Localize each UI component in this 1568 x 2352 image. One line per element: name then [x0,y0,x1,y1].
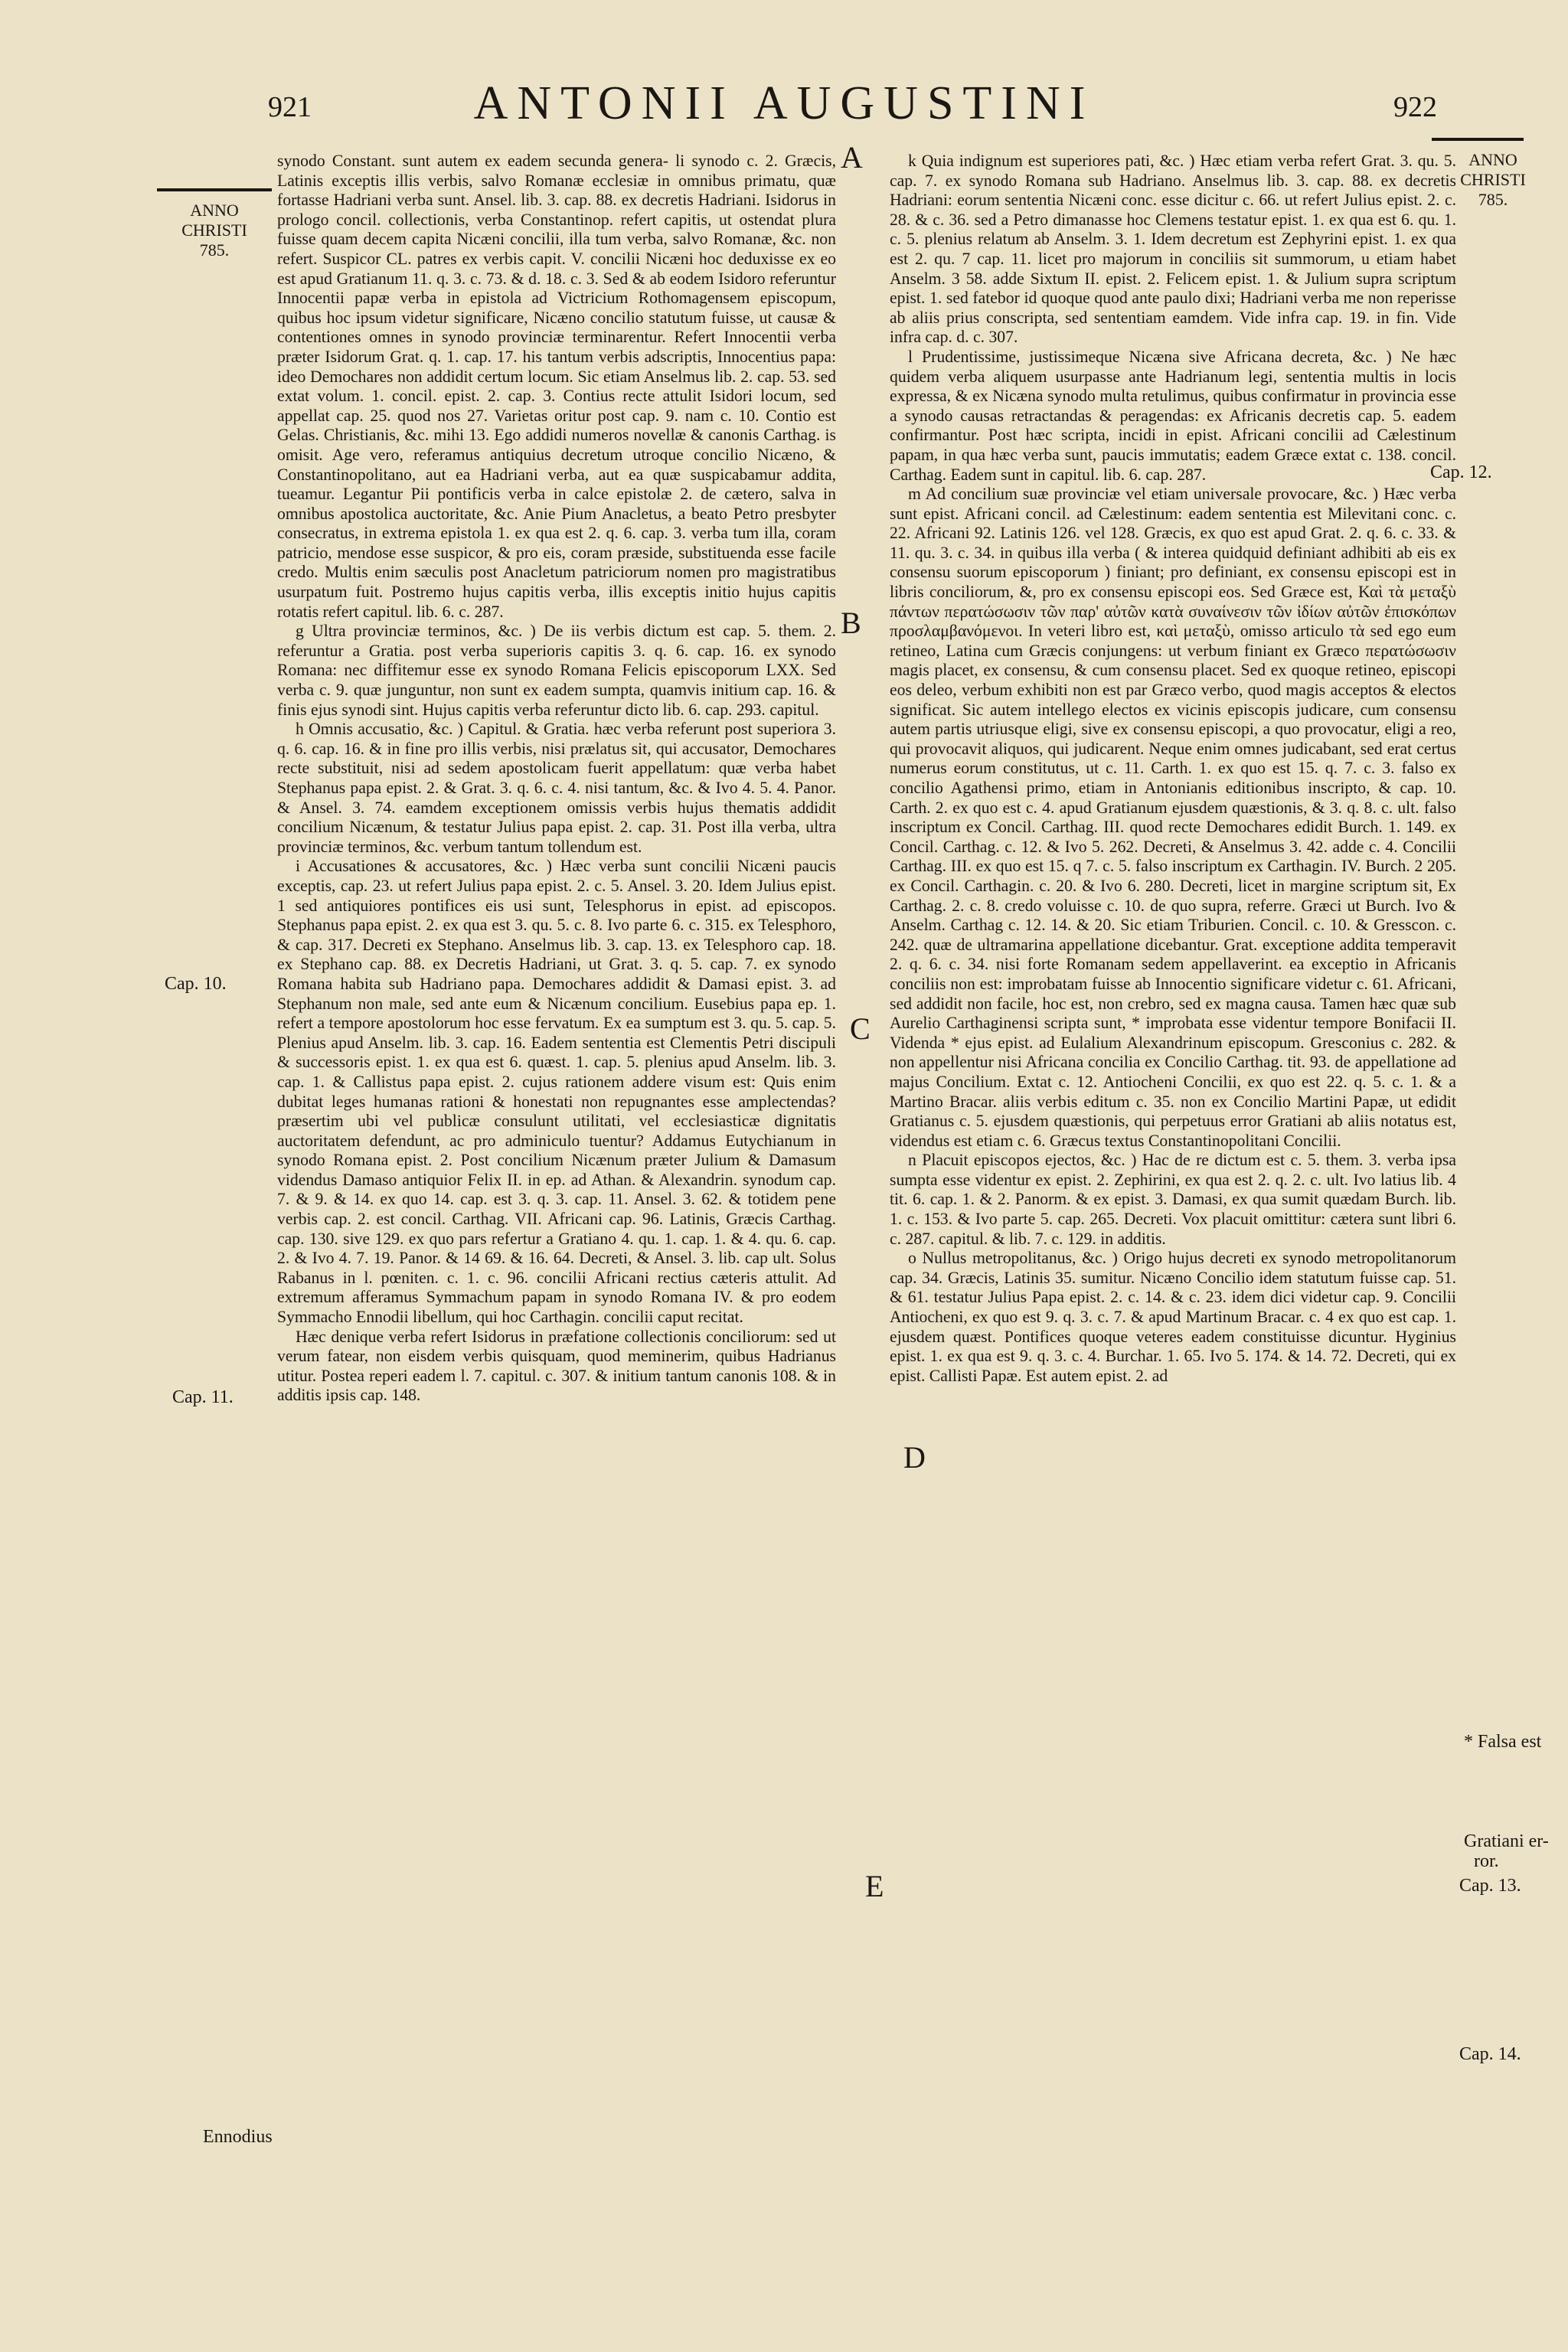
anno-christi-right [1447,150,1539,210]
margin-note-cap12: Cap. 12. [1430,462,1492,482]
paragraph: i Accusationes & accusatores, &c. ) Hæc verba sunt concilii Nicæni paucis exceptis, cap. 23. ut refert Julius papa epist. 2. c. 5. Ansel. 3. 20. Idem Julius epist. 1 sed antiquiores pontifices eis usi sunt, Telesphorus in epist. ad episcopos. Stephanus papa epist. 2. ex qua est 3. qu. 5. c. 8. Ivo parte 6. c. 315. ex Telesphoro, & cap. 317. Decreti ex Stephano. Anselmus lib. 3. cap. 13. ex Telesphoro cap. 18. ex Stephano cap. 88. ex Decretis Hadriani, ut Grat. 3. q. 5. cap. 7. ex synodo Romana habita sub Hadriano papa. Demochares addidit & Damasi epist. 3. ad Stephanum non male, sed ante eum & Nicænum concilium. Eusebius papa ep. 1. refert a tempore apostolorum hoc esse fervatum. Ex ea sumptum est 3. qu. 5. cap. 5. Plenius apud Anselm. lib. 3. cap. 16. Eadem sententia est Clementis Petri discipuli & successoris epist. 1. ex qua est 6. quæst. 1. cap. 5. plenius apud Anselm. lib. 3. cap. 1. & Callistus papa epist. 2. cujus rationem addere visum est: Quis enim dubitat leges humanas rationi & honestati non repugnantes esse amplectendas? præsertim ubi vel publicæ consulunt utilitati, vel ecclesiasticæ dignitatis auctoritatem defendunt, ac pro adminiculo tuentur? Addamus Eutychianum in synodo Romana epist. 2. Post concilium Nicænum præter Julium & Damasum videndus Damaso antiquior Felix II. in ep. ad Athan. & Alexandrin. synodum cap. 7. & 9. & 14. ex quo 14. cap. est 3. q. 3. cap. 11. Ansel. 3. 62. & totidem pene verbis cap. 2. est concil. Carthag. VII. Africani cap. 96. Latinis, Græcis Carthag. cap. 130. sive 129. ex quo pars refertur a Gratiano 4. qu. 1. cap. 1. & 4. qu. 6. cap. 2. & Ivo 4. 7. 19. Panor. & 14 69. & 16. 64. Decreti, & Ansel. 3. lib. cap ult. Solus Rabanus in l. pœniten. c. 1. c. 96. concilii Africani rectius cæteris attulit. Ad extremum afferamus Symmachum papam in synodo Romana IV. & pro eodem Symmacho Ennodii libellum, qui hoc Carthagin. concilii caput recitat. [277,857,836,1327]
margin-note-gratiani: Gratiani er- [1464,1831,1549,1851]
anno-label: ANNO [190,201,239,220]
section-letter-d: D [903,1440,926,1475]
anno-christi-left [157,201,272,260]
margin-note-error: ror. [1474,1851,1499,1871]
paragraph: o Nullus metropolitanus, &c. ) Origo hujus decreti ex synodo metropolitanorum cap. 34. Græcis, Latinis 35. sumitur. Nicæno Concilio idem statutum fuisse cap. 51. & 61. testatur Julius Papa epist. 2. c. 14. & c. 23. idem dici videtur cap. 9. Concilii Antiocheni, ex quo est 9. q. 3. c. 7. & apud Martinum Bracar. c. 4 ex quo est cap. 1. ejusdem quæst. Pontifices quoque veteres eadem constituisse dicuntur. Hyginius epist. 1. ex qua est 9. q. 3. c. 4. Burchar. 1. 65. Ivo 5. 174. & 14. 72. Decreti, qui ex epist. Callisti Papæ. Est autem epist. 2. ad [890,1249,1456,1385]
paragraph: g Ultra provinciæ terminos, &c. ) De iis verbis dictum est cap. 5. them. 2. referuntur a Gratia. post verba superioris capitis 3. q. 6. cap. 16. ex synodo Romana: nec diffitemur esse ex synodo Romana Felicis episcoporum LXX. Sed verba c. 9. quæ junguntur, non sunt ex eadem sumpta, quamvis initium cap. 16. & finis ejus synodi sint. Hujus capitis verba referuntur dicto lib. 6. cap. 293. capitul. [277,622,836,719]
right-head-rule [1432,138,1524,141]
margin-note-cap11: Cap. 11. [172,1387,234,1407]
paragraph: Hæc denique verba refert Isidorus in præfatione collectionis conciliorum: sed ut verum fatear, non eisdem verbis quisquam, quod meminerim, quibus Hadrianus utitur. Postea reperi eadem l. 7. capitul. c. 307. & initium tantum canonis 108. & in additis ipsis cap. 148. [277,1327,836,1405]
left-head-rule [157,188,272,191]
section-letter-b: B [841,606,861,640]
year-label: 785. [1478,190,1508,209]
running-title: ANTONII AUGUSTINI [473,77,1095,129]
paragraph: synodo Constant. sunt autem ex eadem secunda genera- li synodo c. 2. Græcis, Latinis exceptis illis verbis, salvo Romanæ ecclesiæ in omnibus primatu, quæ fortasse Hadriani verba sunt. Ansel. lib. 3. cap. 88. ex decretis Hadriani. Isidorus in prologo concil. collectionis, verba Constantinop. refert capitis, ut ostendat plura fuisse quam decem capita Nicæni concilii, illa tum verba, salvo Romanæ, &c. non refert. Suspicor CL. patres ex verbis capit. V. concilii Nicæni hoc deduxisse ex eo est apud Gratianum 11. q. 3. c. 73. & d. 18. c. 3. Sed & ab eodem Isidoro referuntur Innocentii papæ verba in epistola ad Victricium Rothomagensem episcopum, quibus hoc ipsum videtur significare, Nicæno concilio statutum fuisse, ut causæ & contentiones omnes in synodo provinciæ terminarentur. Refert Innocentii verba præter Isidorum Grat. q. 1. cap. 17. his tantum verbis adscriptis, Innocentius papa: ideo Demochares non addidit certum locum. Sic etiam Anselmus lib. 2. cap. 53. sed extat volum. 1. concil. epist. 2. cap. 3. Contius recte attulit Isidori locum, sed appellat cap. 25. quod nos 27. Varietas oritur post cap. 9. nam c. 10. Contio est Gelas. Christianis, &c. mihi 13. Ego addidi numeros novellæ & canonis Carthag. is omisit. Age vero, referamus antiquius decretum utroque concilio Nicæno, & Constantinopolitano, aut ea Hadriani verba, aut ea quæ suspicabamur addita, tueamur. Legantur Pii pontificis verba in calce epistolæ 2. de cætero, salva in omnibus apostolica auctoritate, &c. Anie Pium Anacletus, a beato Petro presbyter consecratus, in extrema epistola 1. ex qua est 2. q. 6. cap. 3. verba tum illa, coram patricio, mendose esse suspicor, & pro eis, coram præside, substituenda esse facile credo. Multis enim sæculis post Anacletum patriciorum nomen pro magistratibus usurpatum fuit. Postremo hujus capitis verba, illis exceptis initio hujus capitis rotatis refert capitul. lib. 6. c. 287. [277,152,836,621]
margin-note-cap13: Cap. 13. [1459,1876,1521,1896]
paragraph: h Omnis accusatio, &c. ) Capitul. & Gratia. hæc verba referunt post superiora 3. q. 6. cap. 16. & in fine pro illis verbis, nisi prælatus sit, qui accusator, Demochares recte substituit, nisi ad sedem apostolicam fuerit appellatum: quæ verba habet Stephanus papa epist. 2. & Grat. 3. q. 6. c. 4. nisi tantum, &c. & Ivo 4. 5. 4. Panor. & Ansel. 3. 74. eamdem exceptionem omissis verbis hujus thematis addidit concilium Nicænum, & testatur Julius papa epist. 2. cap. 31. Post illa verba, ultra provinciæ terminos, &c. verbum tantum tollendum est. [277,720,836,856]
christi-label: CHRISTI [1460,170,1526,189]
margin-note-cap14: Cap. 14. [1459,2044,1521,2064]
christi-label: CHRISTI [181,220,247,240]
margin-note-ennodius: Ennodius [203,2127,273,2147]
section-letter-a: A [841,140,863,175]
section-letter-e: E [865,1869,884,1903]
anno-label: ANNO [1468,150,1517,169]
page-number-right: 922 [1393,91,1437,123]
right-text-column [890,152,1456,2318]
paragraph: n Placuit episcopos ejectos, &c. ) Hac de re dictum est c. 5. them. 3. verba ipsa sumpta esse videntur ex epist. 2. Zephirini, ex qua est 2. q. 2. c. ult. Ivo latius lib. 4 tit. 6. cap. 1. & 2. Panorm. & ex epist. 3. Damasi, ex qua sumit quædam Burch. lib. 1. c. 153. & Ivo parte 5. cap. 265. Decreti. Vox placuit omittitur: cætera sunt libri 6. c. 287. capitul. & lib. 7. c. 129. in additis. [890,1151,1456,1248]
year-label: 785. [199,240,230,260]
page-number-left: 921 [268,91,312,123]
margin-note-cap10: Cap. 10. [165,974,227,994]
paragraph: m Ad concilium suæ provinciæ vel etiam universale provocare, &c. ) Hæc verba sunt epist. Africani concil. ad Cælestinum: eadem sententia est Milevitani conc. c. 22. Africani 92. Latinis 126. vel 128. Græcis, ex quo est apud Grat. 2. q. 6. c. 33. & 11. qu. 3. c. 34. in quibus illa verba ( & interea quidquid definiant adhibiti ab eis ex consensu suorum episcoporum ) finiant; pro definiant, ex consensu episcopi est in libris conciliorum, &, pro ex consensu episcopi eos. Sed Græce est, Καὶ τὰ μεταξὺ πάντων περατώσωσιν τῶν παρ' αὐτῶν κατὰ συναίνεσιν τῶν ἰδίων αὐτῶν ἐπισκόπων προσλαμβανόμενοι. In veteri libro est, καὶ μεταξὺ, omisso articulo τὰ sed ego eum retineo, Latina cum Græcis conjungens: ut verbum finiant ex Græco περατώσωσιν magis placet, ex consensu, & cum consensu placet. Sed ex quoque retineo, episcopi eos deleo, verbum exhibiti non est par Græco verbo, quod magis acceptos & electos significat. Sic autem intellego electos ex vicinis episcopis judicare, cum consensu autem partis utriusque eligi, sive ex consensu episcopi, a quo provocatur, eligi a reo, qui provocavit aliquos, qui judicarent. Neque enim omnes judicabant, sed erat certus numerus eorum constitutus, ut c. 11. Carth. 1. ex quo est 15. q. 7. c. 3. falso ex concilio Agathensi primo, etiam in Antonianis editionibus inscripto, & cap. 10. Carth. 2. ex quo est c. 4. apud Gratianum ejusdem quæstionis, & 3. q. 8. c. ult. falso inscriptum ex Concil. Carthag. III. quod recte Demochares edidit Burch. 1. 149. ex Concil. Carthag. c. 12. & Ivo 5. 262. Decreti, & Anselmus 3. 42. adde c. 4. Concilii Carthag. III. ex quo est 15. q 7. c. 5. falso inscriptum ex Carthagin. IV. Burch. 2 205. ex Concil. Carthagin. c. 20. & Ivo 6. 280. Decreti, licet in margine scriptum sit, Ex Carthag. 2. c. 8. credo voluisse c. 10. de quo supra, referre. Græci ut Burch. Ivo & Anselm. Carthag c. 12. 14. & 20. Sic etiam Triburien. Concil. c. 10. & Gresscon. c. 242. quæ de ultramarina appellatione dicebantur. Grat. exceptione addita temperavit 2. q. 6. c. 34. nisi forte Romanam sedem appellaverint. ea exceptio in Africanis conciliis non est: improbatam fuisse ab Innocentio significare videtur c. 61. Africani, sed addidit non facile, hoc est, non crebro, sed ex magna causa. Tamen hæc quæ sub Aurelio Carthaginensi scripta sunt, * improbata esse videntur tempore Bonifacii II. Videnda * ejus epist. ad Eulalium Alexandrinum episcopum. Gresconius c. 282. & non appellentur nisi Africana concilia ex Concilio Carthag. tit. 93. de appellatione ad majus Concilium. Extat c. 12. Antiocheni Concilii, ex quo est 22. q. 5. c. 1. & a Martino Bracar. aliis verbis editum c. 35. non ex Concilio Martini Papæ, ut edidit Gratianus c. 5. ejusdem quæstionis, qui perpetuus error Gratiani ab aliis notatus est, videndus est etiam c. 6. Græcus textus Constantinopolitani Concilii. [890,485,1456,1150]
left-text-column [277,152,836,2334]
margin-note-falsa: * Falsa est [1464,1732,1542,1752]
section-letter-c: C [850,1011,871,1046]
paragraph: k Quia indignum est superiores pati, &c. ) Hæc etiam verba refert Grat. 3. qu. 5. cap. 7. ex synodo Romana sub Hadriano. Anselmus lib. 3. cap. 88. ex decretis Hadriani: eorum sententia Nicæni conc. esse dicitur c. 66. ut refert Julius epist. 2. c. 28. & c. 36. sed a Petro dimanasse hoc Clemens testatur epist. 1. ex qua est 6. qu. 1. c. 5. plenius relatum ab Anselm. 3. 1. Idem decretum est Zephyrini epist. 1. ex qua est 2. qu. 7 cap. 11. licet pro majorum in conciliis sit summorum, u etiam habet Anselm. 3 58. adde Sixtum II. epist. 2. Felicem epist. 1. & Julium supra scriptum epist. 1. sed fatebor id quoque quod ante paulo dixi; Hadriani verba me non reperisse ab aliis prius conscripta, sed sententiam eamdem. Vide infra cap. 19. in fin. Vide infra cap. d. c. 307. [890,152,1456,347]
paragraph: l Prudentissime, justissimeque Nicæna sive Africana decreta, &c. ) Ne hæc quidem verba aliquem usurpasse ante Hadrianum legi, sententia multis in locis expressa, & ex Nicæna synodo multa retulimus, quibus confirmatur in provincia esse a synodo causas retractandas & peragendas: ex Africanis decretis cap. 5. eadem confirmantur. Post hæc scripta, incidi in epist. Africani concilii ad Cælestinum papam, in qua hæc verba sunt, paucis immutatis; eadem Græce extat c. 138. concil. Carthag. Eadem sunt in capitul. lib. 6. cap. 287. [890,347,1456,484]
